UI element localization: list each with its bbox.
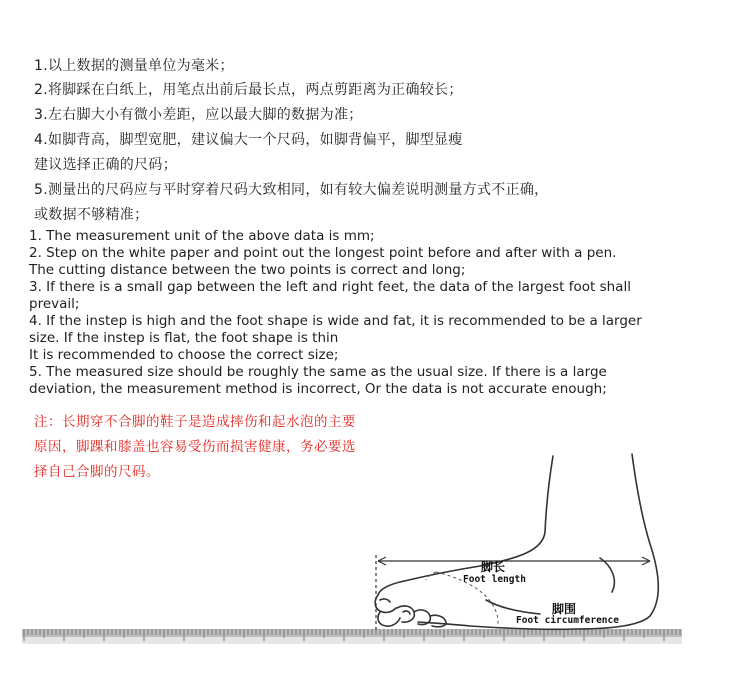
en-instruction-3-cont: prevail; (29, 296, 80, 312)
foot-circumference-label-en: Foot circumference (516, 615, 619, 626)
en-instruction-4-cont: size. If the instep is flat, the foot shape is thin (29, 330, 339, 346)
note-line-1: 注：长期穿不合脚的鞋子是造成摔伤和起水泡的主要 (34, 414, 356, 430)
en-instruction-2: 2. Step on the white paper and point out the longest point before and after with a pen. (29, 245, 617, 261)
cn-instruction-2: 2.将脚踩在白纸上，用笔点出前后最长点，两点剪距离为正确较长； (34, 82, 463, 98)
en-instruction-2-cont: The cutting distance between the two points is correct and long; (29, 262, 466, 278)
en-instruction-5-cont: deviation, the measurement method is incorrect, Or the data is not accurate enough; (29, 381, 607, 397)
cn-instruction-5: 5.测量出的尺码应与平时穿着尺码大致相同，如有较大偏差说明测量方式不正确， (34, 182, 549, 198)
cn-instruction-5-cont: 或数据不够精准； (34, 207, 149, 223)
en-instruction-5: 5. The measured size should be roughly the same as the usual size. If there is a large (29, 364, 607, 380)
foot-illustration (0, 440, 750, 692)
foot-outline (375, 454, 658, 629)
cn-instruction-3: 3.左右脚大小有微小差距，应以最大脚的数据为准； (34, 107, 363, 123)
foot-length-label-cn: 脚长 (481, 560, 506, 574)
en-instruction-1: 1. The measurement unit of the above data is mm; (29, 228, 375, 244)
foot-measurement-diagram (0, 440, 750, 692)
foot-circumference-label-cn: 脚围 (552, 602, 577, 616)
en-instruction-3: 3. If there is a small gap between the left and right feet, the data of the largest foot shall (29, 279, 631, 295)
cn-instruction-4-cont: 建议选择正确的尺码； (34, 157, 177, 173)
en-instruction-4: 4. If the instep is high and the foot shape is wide and fat, it is recommended to be a larger (29, 313, 642, 329)
ruler-strip (22, 637, 682, 644)
note-line-3: 择自己合脚的尺码。 (34, 464, 160, 480)
cn-instruction-4: 4.如脚背高，脚型宽肥，建议偏大一个尺码，如脚背偏平，脚型显瘦 (34, 132, 463, 148)
cn-instruction-1: 1.以上数据的测量单位为毫米； (34, 58, 234, 74)
en-instruction-4-cont2: It is recommended to choose the correct size; (29, 347, 339, 363)
note-line-2: 原因，脚踝和膝盖也容易受伤而损害健康，务必要选 (34, 439, 356, 455)
foot-length-label-en: Foot length (463, 574, 526, 585)
